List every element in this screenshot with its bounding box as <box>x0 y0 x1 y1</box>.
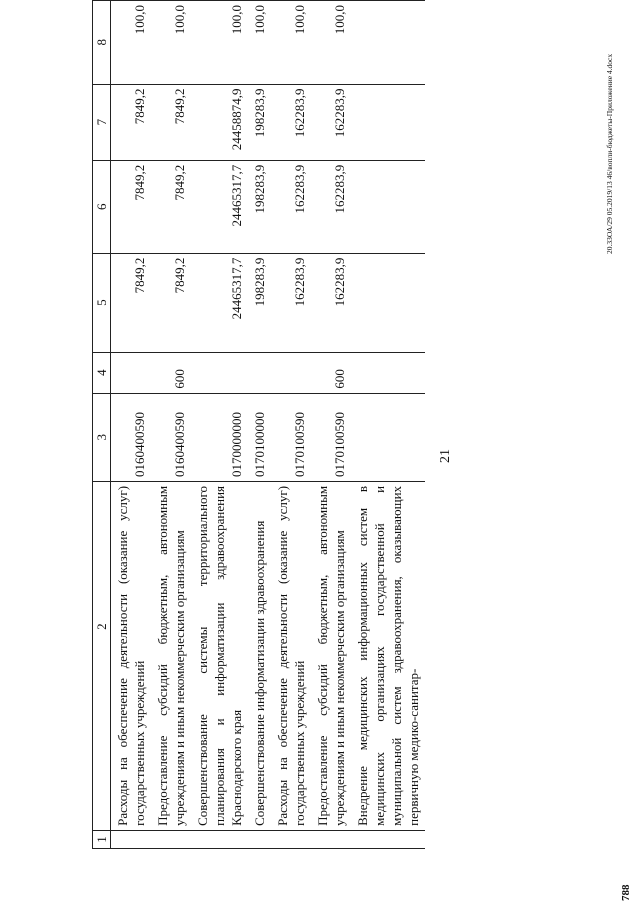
column-numbers-row <box>93 1 111 849</box>
row-col5: 7849,2 <box>111 253 152 352</box>
row-name: Расходы на обеспечение деятельности (оказание услуг) государственных учреждений <box>271 481 311 830</box>
col-header: 3 <box>93 393 111 481</box>
row-col5: 162283,9 <box>311 253 351 352</box>
row-num <box>351 830 425 848</box>
row-name: Предоставление субсидий бюджетным, автономным учреждениям и иным некоммерческим организациям <box>311 481 351 830</box>
row-col7: 198283,9 <box>248 84 271 160</box>
row-col7: 162283,9 <box>311 84 351 160</box>
row-code: 0170100590 <box>271 393 311 481</box>
row-num <box>151 830 191 848</box>
row-col7: 7849,2 <box>151 84 191 160</box>
table-row <box>271 1 311 849</box>
row-name: Предоставление субсидий бюджетным, автономным учреждениям и иным некоммерческим организациям <box>151 481 191 830</box>
row-col6: 198283,9 <box>248 160 271 253</box>
row-num <box>248 830 271 848</box>
row-vr <box>351 352 425 393</box>
row-num <box>191 830 248 848</box>
col-header: 5 <box>93 253 111 352</box>
row-col8 <box>351 1 425 85</box>
budget-table <box>92 0 425 849</box>
row-vr <box>191 352 248 393</box>
row-col8: 100,0 <box>111 1 152 85</box>
row-col8: 100,0 <box>191 1 248 85</box>
row-code: 0160400590 <box>111 393 152 481</box>
row-col6: 162283,9 <box>271 160 311 253</box>
row-num <box>311 830 351 848</box>
table-row <box>351 1 425 849</box>
row-col5: 162283,9 <box>271 253 311 352</box>
table-row <box>111 1 152 849</box>
table-row <box>191 1 248 849</box>
row-col8: 100,0 <box>248 1 271 85</box>
row-vr <box>271 352 311 393</box>
row-name: Расходы на обеспечение деятельности (оказание услуг) государственных учреждений <box>111 481 152 830</box>
row-col8: 100,0 <box>311 1 351 85</box>
row-col6: 162283,9 <box>311 160 351 253</box>
row-col5 <box>351 253 425 352</box>
row-col7: 162283,9 <box>271 84 311 160</box>
row-col5: 198283,9 <box>248 253 271 352</box>
row-name: Внедрение медицинских информационных систем в медицинских организациях государственной и муниципальной систем здравоохранения, оказывающих первичную медико-санитар- <box>351 481 425 830</box>
col-header: 8 <box>93 1 111 85</box>
row-col6 <box>351 160 425 253</box>
row-code: 0170000000 <box>191 393 248 481</box>
row-col7 <box>351 84 425 160</box>
col-header: 2 <box>93 481 111 830</box>
row-col8: 100,0 <box>151 1 191 85</box>
row-col8: 100,0 <box>271 1 311 85</box>
row-col5: 7849,2 <box>151 253 191 352</box>
table-row <box>248 1 271 849</box>
row-vr: 600 <box>151 352 191 393</box>
col-header: 6 <box>93 160 111 253</box>
page-number: 21 <box>438 449 453 463</box>
row-col5: 24465317,7 <box>191 253 248 352</box>
file-footer: 20.33ОА/29 05.2019/13 46/вопли-бюджеты-Приложение 4.docx <box>605 53 614 254</box>
row-name: Совершенствование системы территориального планирования и информатизации здравоохранения Краснодарского края <box>191 481 248 830</box>
row-vr <box>248 352 271 393</box>
row-col7: 24458874,9 <box>191 84 248 160</box>
row-code: 0170100000 <box>248 393 271 481</box>
page-side-mark: 788 <box>620 884 632 901</box>
row-col6: 24465317,7 <box>191 160 248 253</box>
row-vr: 600 <box>311 352 351 393</box>
col-header: 1 <box>93 830 111 848</box>
row-num <box>111 830 152 848</box>
table-row <box>151 1 191 849</box>
col-header: 7 <box>93 84 111 160</box>
row-vr <box>111 352 152 393</box>
row-num <box>271 830 311 848</box>
row-code <box>351 393 425 481</box>
col-header: 4 <box>93 352 111 393</box>
row-col6: 7849,2 <box>151 160 191 253</box>
table-row <box>311 1 351 849</box>
row-code: 0170100590 <box>311 393 351 481</box>
row-code: 0160400590 <box>151 393 191 481</box>
row-col6: 7849,2 <box>111 160 152 253</box>
row-col7: 7849,2 <box>111 84 152 160</box>
row-name: Совершенствование информатизации здравоохранения <box>248 481 271 830</box>
